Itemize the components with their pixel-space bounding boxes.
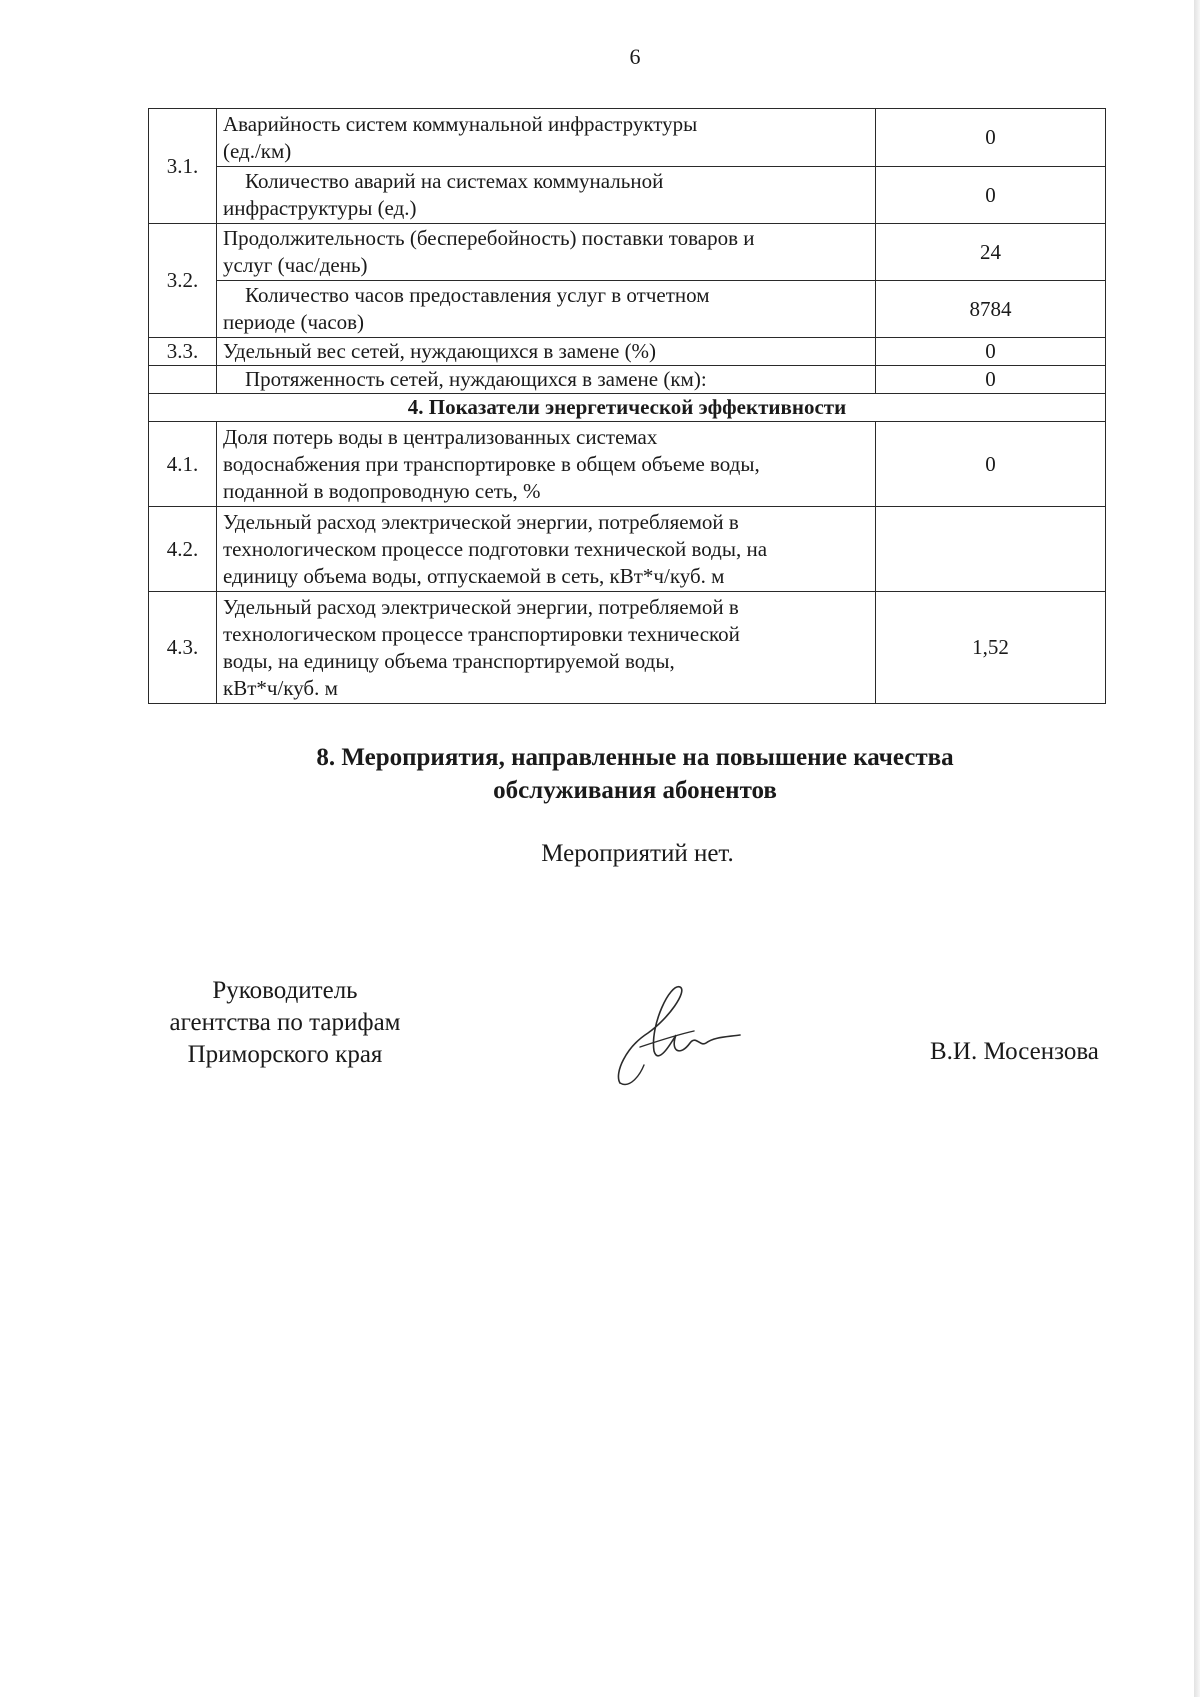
indicator-name: Количество аварий на системах коммунальной инфраструктуры (ед.) [217,167,876,224]
table-row [149,507,1106,592]
handwritten-signature [610,985,750,1095]
table-row [149,592,1106,704]
signer-name: В.И. Мосензова [930,1038,1099,1065]
indicator-value: 24 [876,224,1106,281]
table-row [149,281,1106,338]
indicator-value: 0 [876,422,1106,507]
indicator-value: 8784 [876,281,1106,338]
indicators-table [148,108,1106,704]
table-row [149,167,1106,224]
row-number: 4.2. [149,507,217,592]
signer-title: Руководитель агентства по тарифам Приморского края [169,977,401,1068]
row-number: 3.3. [149,338,217,366]
indicator-name: Продолжительность (бесперебойность) поставки товаров и услуг (час/день) [217,224,876,281]
indicator-value: 1,52 [876,592,1106,704]
table-row [149,366,1106,394]
indicator-name: Аварийность систем коммунальной инфраструктуры (ед./км) [217,109,876,167]
page-number: 6 [629,44,641,69]
indicator-value: 0 [876,109,1106,167]
indicator-name: Удельный вес сетей, нуждающихся в замене (%) [217,338,876,366]
section-8-heading: 8. Мероприятия, направленные на повышение качества обслуживания абонентов [316,744,954,804]
indicator-name: Количество часов предоставления услуг в отчетном периоде (часов) [217,281,876,338]
indicator-name: Удельный расход электрической энергии, потребляемой в технологическом процессе транспортировки технической воды, на единицу объема транспортируемой воды, кВт*ч/куб. м [217,592,876,704]
indicator-value: 0 [876,338,1106,366]
indicator-name: Доля потерь воды в централизованных системах водоснабжения при транспортировке в общем объеме воды, поданной в водопроводную сеть, % [217,422,876,507]
indicator-value [876,507,1106,592]
section-row [149,394,1106,422]
row-number: 3.1. [149,109,217,224]
indicator-value: 0 [876,167,1106,224]
section-heading: 4. Показатели энергетической эффективности [149,394,1106,422]
indicator-name: Удельный расход электрической энергии, потребляемой в технологическом процессе подготовки технической воды, на единицу объема воды, отпускаемой в сеть, кВт*ч/куб. м [217,507,876,592]
section-8-note: Мероприятий нет. [541,840,734,867]
table-row [149,224,1106,281]
indicator-name: Протяженность сетей, нуждающихся в замене (км): [217,366,876,394]
table-row [149,109,1106,167]
row-number: 4.3. [149,592,217,704]
indicator-value: 0 [876,366,1106,394]
table-row [149,422,1106,507]
row-number [149,366,217,394]
scan-edge [1194,0,1200,1697]
table-row [149,338,1106,366]
row-number: 4.1. [149,422,217,507]
row-number: 3.2. [149,224,217,338]
